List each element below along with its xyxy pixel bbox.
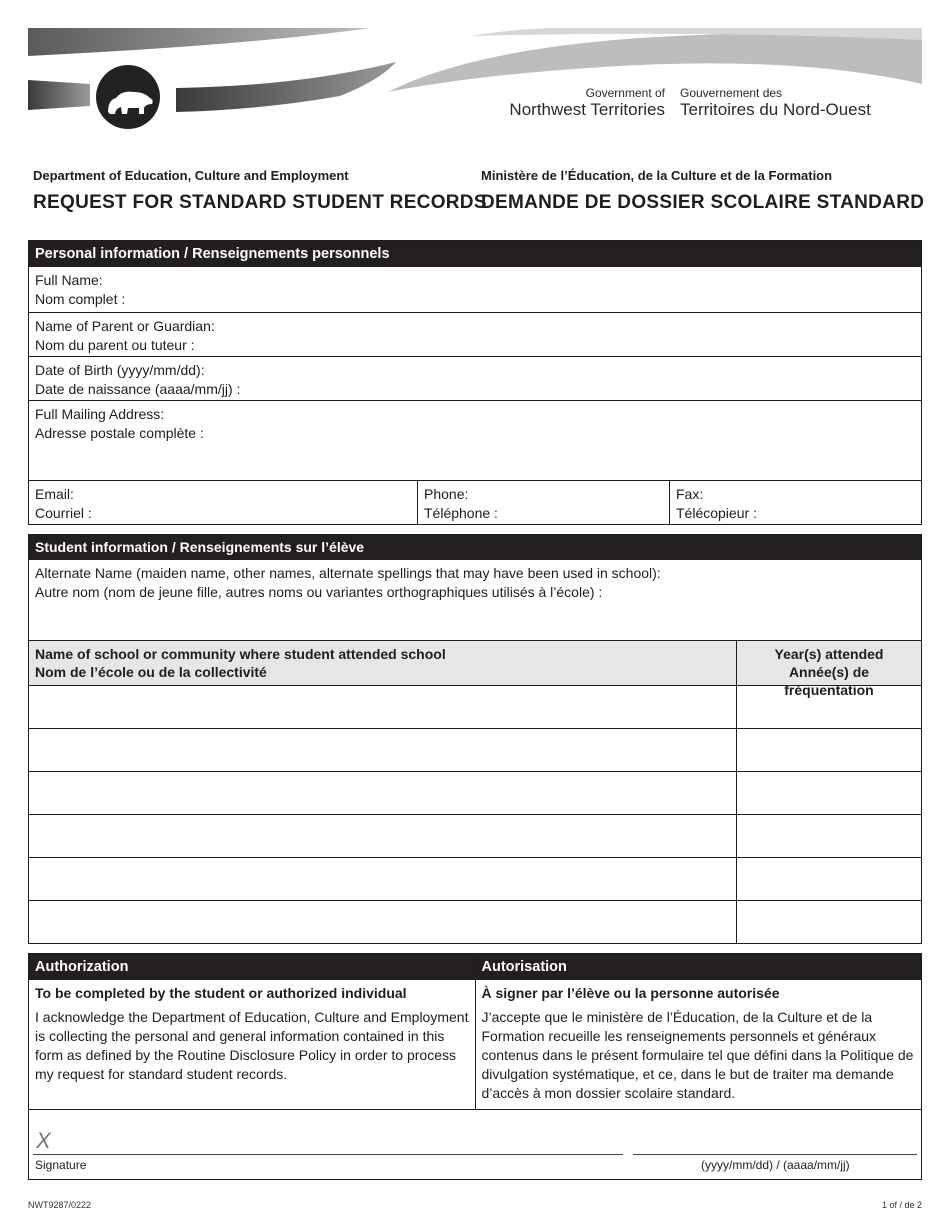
date-format-label: (yyyy/mm/dd) / (aaaa/mm/jj)	[701, 1158, 850, 1172]
alt-name-label-fr: Autre nom (nom de jeune fille, autres noms ou variantes orthographiques utilisés à l’école) :	[35, 584, 603, 600]
signature-line[interactable]	[33, 1154, 623, 1155]
dob-label-en: Date of Birth (yyyy/mm/dd):	[35, 362, 205, 378]
personal-info-section	[28, 240, 922, 525]
contact-row	[29, 480, 921, 524]
department-en: Department of Education, Culture and Employment	[33, 168, 349, 183]
signature-area	[29, 1109, 921, 1179]
mailing-address-field[interactable]	[29, 400, 921, 480]
date-line[interactable]	[633, 1154, 917, 1155]
years-cell[interactable]	[736, 772, 921, 814]
gov-fr-prefix: Gouvernement des	[680, 86, 783, 100]
parent-label-en: Name of Parent or Guardian:	[35, 318, 215, 334]
school-column-header	[29, 641, 736, 685]
header-banner	[0, 0, 950, 140]
parent-guardian-field[interactable]	[29, 312, 921, 356]
alternate-name-field[interactable]	[29, 560, 921, 640]
authorization-subtitle-fr: À signer par l’élève ou la personne autorisée	[481, 985, 780, 1001]
parent-label-fr: Nom du parent ou tuteur :	[35, 337, 195, 353]
authorization-body-fr: J’accepte que le ministère de l’Éducation, de la Culture et de la Formation recueille les renseignements personnels et généraux contenus dans le présent formulaire tel que défini dans la Politique de divulgation systématique, et ce, dans le but de traiter ma demande d’accès à mon dossier scolaire standard.	[481, 1009, 914, 1101]
years-col-label-en: Year(s) attended	[774, 646, 884, 662]
table-row	[29, 900, 921, 943]
alt-name-label-en: Alternate Name (maiden name, other names, alternate spellings that may have been used in school):	[35, 565, 661, 581]
authorization-body-en: I acknowledge the Department of Education, Culture and Employment is collecting the personal and general information contained in this form as defined by the Routine Disclosure Policy in order to process my request for standard student records.	[35, 1009, 469, 1082]
date-of-birth-field[interactable]	[29, 356, 921, 400]
email-label-en: Email:	[35, 486, 74, 502]
fax-field[interactable]	[669, 481, 921, 524]
authorization-subtitle-en: To be completed by the student or authorized individual	[35, 985, 407, 1001]
phone-label-en: Phone:	[424, 486, 469, 502]
email-label-fr: Courriel :	[35, 505, 92, 521]
authorization-heading-en: Authorization	[29, 954, 475, 980]
dob-label-fr: Date de naissance (aaaa/mm/jj) :	[35, 381, 241, 397]
department-fr: Ministère de l’Éducation, de la Culture et de la Formation	[481, 168, 833, 183]
student-info-heading: Student information / Renseignements sur l’élève	[29, 535, 921, 560]
government-name-en	[509, 86, 665, 119]
table-row	[29, 685, 921, 728]
banner-swoosh-right	[388, 33, 922, 92]
address-label-fr: Adresse postale complète :	[35, 425, 204, 441]
school-cell[interactable]	[29, 901, 736, 943]
school-cell[interactable]	[29, 686, 736, 728]
form-title-en: REQUEST FOR STANDARD STUDENT RECORDS	[33, 192, 487, 213]
table-row	[29, 857, 921, 900]
address-label-en: Full Mailing Address:	[35, 406, 165, 422]
gov-en-name: Northwest Territories	[509, 100, 665, 119]
school-cell[interactable]	[29, 772, 736, 814]
years-cell[interactable]	[736, 686, 921, 728]
school-col-label-en: Name of school or community where student attended school	[35, 646, 446, 662]
gov-fr-name: Territoires du Nord-Ouest	[680, 100, 871, 119]
full-name-label-en: Full Name:	[35, 272, 103, 288]
authorization-section	[28, 953, 922, 1180]
years-col-label-fr: Année(s) de fréquentation	[784, 664, 874, 698]
fax-label-en: Fax:	[676, 486, 704, 502]
banner-swoosh-left	[28, 80, 90, 110]
phone-field[interactable]	[417, 481, 669, 524]
signature-x-mark: X	[36, 1128, 51, 1153]
authorization-heading-fr: Autorisation	[476, 954, 922, 980]
authorization-fr	[475, 954, 922, 1109]
phone-label-fr: Téléphone :	[424, 505, 498, 521]
years-cell[interactable]	[736, 815, 921, 857]
table-row	[29, 728, 921, 771]
years-cell[interactable]	[736, 858, 921, 900]
authorization-columns	[29, 954, 921, 1109]
full-name-label-fr: Nom complet :	[35, 291, 126, 307]
gov-en-prefix: Government of	[585, 86, 665, 100]
full-name-field[interactable]	[29, 267, 921, 312]
authorization-en	[29, 954, 475, 1109]
personal-info-heading: Personal information / Renseignements personnels	[29, 241, 921, 267]
table-row	[29, 814, 921, 857]
years-column-header	[736, 641, 921, 698]
form-title-fr: DEMANDE DE DOSSIER SCOLAIRE STANDARD	[481, 192, 925, 213]
school-cell[interactable]	[29, 729, 736, 771]
signature-label: Signature	[35, 1158, 87, 1172]
school-cell[interactable]	[29, 858, 736, 900]
school-col-label-fr: Nom de l’école ou de la collectivité	[35, 664, 267, 680]
years-cell[interactable]	[736, 901, 921, 943]
page-number: 1 of / de 2	[881, 1200, 922, 1210]
school-cell[interactable]	[29, 815, 736, 857]
school-table-header	[29, 640, 921, 698]
form-code: NWT9287/0222	[28, 1200, 92, 1210]
banner-swoosh-top	[28, 28, 370, 56]
fax-label-fr: Télécopieur :	[676, 505, 757, 521]
years-cell[interactable]	[736, 729, 921, 771]
banner-swoosh-mid	[176, 62, 396, 112]
email-field[interactable]	[29, 481, 417, 524]
government-name-fr	[680, 86, 871, 119]
table-row	[29, 771, 921, 814]
student-info-section	[28, 534, 922, 944]
